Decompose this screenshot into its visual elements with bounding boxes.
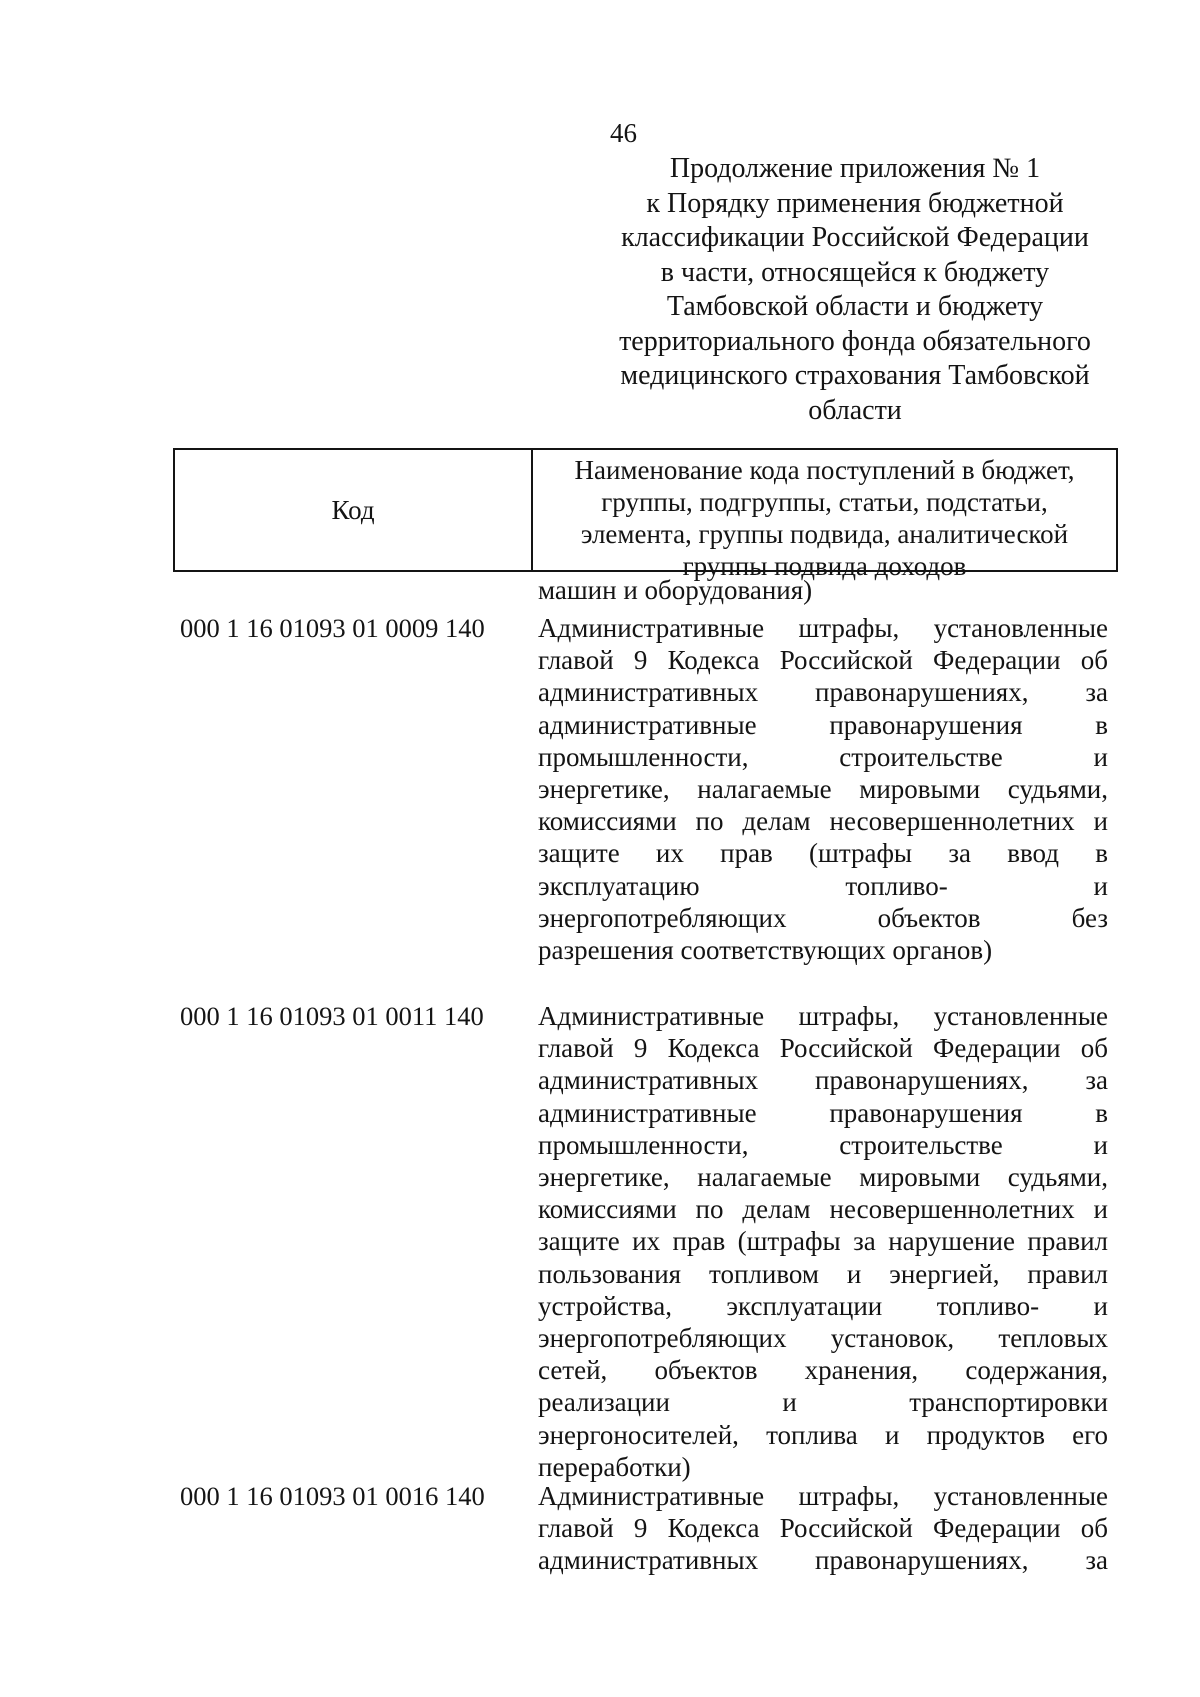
heading-line: Тамбовской области и бюджету	[666, 291, 1044, 322]
description-line: Административные штрафы, установленные	[538, 1481, 1108, 1511]
description-line: административных правонарушениях, за	[538, 677, 1108, 708]
description-line: разрешения соответствующих органов)	[538, 935, 993, 966]
description-line: энергоносителей, топлива и продуктов его	[538, 1419, 1108, 1450]
name-column-header	[533, 454, 1116, 582]
description-line: промышленности, строительстве и	[538, 741, 1108, 772]
name-header-line: группы подвида доходов	[682, 551, 967, 581]
description-line: защите их прав (штрафы за ввод в	[538, 838, 1108, 869]
name-header-line: Наименование кода поступлений в бюджет,	[574, 455, 1075, 485]
name-header-line: группы, подгруппы, статьи, подстатьи,	[601, 487, 1048, 517]
description-line: промышленности, строительстве и	[538, 1129, 1108, 1160]
revenue-code: 000 1 16 01093 01 0016 140	[180, 1481, 485, 1511]
heading-line: области	[808, 394, 902, 426]
description-line: административных правонарушениях, за	[538, 1545, 1108, 1576]
page-number: 46	[610, 118, 637, 148]
heading-line: классификации Российской Федерации	[621, 222, 1089, 253]
description-line: Административные штрафы, установленные	[538, 1001, 1108, 1031]
heading-line: медицинского страхования Тамбовской	[620, 360, 1090, 391]
description-line: пользования топливом и энергией, правил	[538, 1258, 1108, 1289]
description-line: административных правонарушениях, за	[538, 1065, 1108, 1096]
table-header	[173, 448, 1118, 581]
description-line: устройства, эксплуатации топливо- и	[538, 1290, 1108, 1321]
description-line: защите их прав (штрафы за нарушение правил	[538, 1226, 1108, 1257]
description-line: административные правонарушения в	[538, 1097, 1108, 1128]
description-line: комиссиями по делам несовершеннолетних и	[538, 1194, 1108, 1225]
continuation-text: машин и оборудования)	[538, 575, 813, 605]
description-line: переработки)	[538, 1451, 691, 1482]
code-column-header: Код	[331, 494, 375, 525]
description-line: Административные штрафы, установленные	[538, 613, 1108, 643]
revenue-code: 000 1 16 01093 01 0011 140	[180, 1001, 484, 1031]
description-line: энергопотребляющих объектов без	[538, 902, 1108, 933]
description-line: энергетике, налагаемые мировыми судьями,	[538, 1162, 1108, 1193]
description-line: административные правонарушения в	[538, 709, 1108, 740]
revenue-description	[538, 1000, 1108, 1483]
heading-line: территориального фонда обязательного	[619, 325, 1091, 357]
description-line: комиссиями по делам несовершеннолетних и	[538, 806, 1108, 837]
description-line: главой 9 Кодекса Российской Федерации об	[538, 1033, 1108, 1064]
heading-line: к Порядку применения бюджетной	[646, 187, 1064, 219]
description-line: сетей, объектов хранения, содержания,	[538, 1355, 1108, 1386]
name-header-line: элемента, группы подвида, аналитической	[580, 519, 1069, 549]
revenue-description	[538, 612, 1108, 966]
heading-line: в части, относящейся к бюджету	[660, 256, 1050, 288]
description-line: реализации и транспортировки	[538, 1387, 1108, 1418]
revenue-description	[538, 1480, 1108, 1577]
revenue-code: 000 1 16 01093 01 0009 140	[180, 613, 485, 643]
description-line: главой 9 Кодекса Российской Федерации об	[538, 645, 1108, 676]
description-line: главой 9 Кодекса Российской Федерации об	[538, 1513, 1108, 1544]
appendix-heading	[615, 152, 1095, 428]
description-line: эксплуатацию топливо- и	[538, 870, 1108, 901]
description-line: энергетике, налагаемые мировыми судьями,	[538, 774, 1108, 805]
heading-line: Продолжение приложения № 1	[669, 153, 1041, 184]
description-line: энергопотребляющих установок, тепловых	[538, 1323, 1108, 1354]
